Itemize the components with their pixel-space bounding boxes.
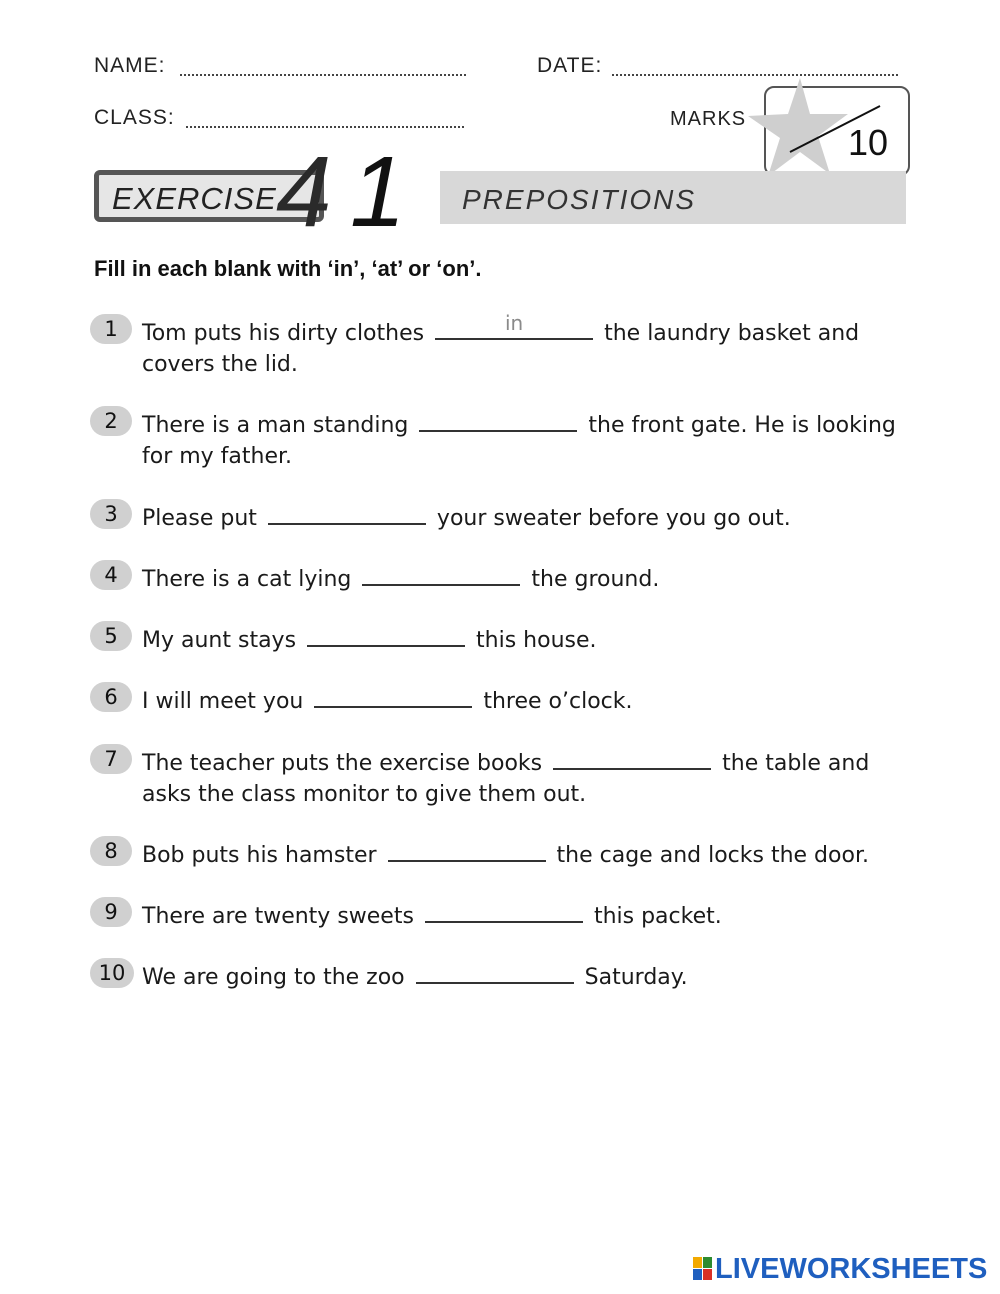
name-label: NAME: — [94, 54, 166, 77]
question-text-after: this house. — [476, 628, 597, 653]
question-text-before: There is a cat lying — [142, 567, 352, 592]
liveworksheets-logo-text: LIVEWORKSHEETS — [715, 1253, 988, 1285]
question-text — [142, 560, 912, 595]
question-text-before: Tom puts his dirty clothes — [142, 321, 425, 346]
answer-blank[interactable] — [435, 311, 593, 340]
question-number: 7 — [90, 744, 132, 774]
marks-label: MARKS — [670, 108, 747, 130]
question-text — [142, 499, 912, 534]
question-text-before: Please put — [142, 506, 257, 531]
question-text-after: Saturday. — [584, 965, 688, 990]
exercise-number-digit-1: 4 — [276, 136, 332, 248]
answer-blank[interactable] — [425, 897, 583, 923]
question-text — [142, 621, 912, 656]
class-label: CLASS: — [94, 106, 175, 129]
question-text-before: The teacher puts the exercise books — [142, 751, 543, 776]
question-number: 2 — [90, 406, 132, 436]
marks-total: 10 — [848, 122, 889, 163]
answer-blank[interactable] — [307, 621, 465, 647]
question-number: 6 — [90, 682, 132, 712]
answer-blank[interactable] — [314, 682, 472, 708]
date-field[interactable] — [612, 74, 898, 76]
question-number: 5 — [90, 621, 132, 651]
question-text-after: the front gate. He is looking for my father. — [142, 413, 896, 469]
question-number: 1 — [90, 314, 132, 344]
answer-blank[interactable] — [416, 958, 574, 984]
question-text — [142, 406, 912, 472]
question-text — [142, 311, 912, 380]
question-text-after: the laundry basket and covers the lid. — [142, 321, 860, 377]
question-text-before: There are twenty sweets — [142, 904, 414, 929]
answer-blank[interactable] — [419, 406, 577, 432]
question-text-after: three o’clock. — [483, 689, 633, 714]
answer-blank[interactable] — [388, 836, 546, 862]
class-field[interactable] — [186, 126, 464, 128]
question-text — [142, 836, 912, 871]
topic-title: PREPOSITIONS — [462, 184, 697, 215]
exercise-word: EXERCISE — [112, 181, 277, 216]
question-text-after: the cage and locks the door. — [556, 843, 869, 868]
answer-blank[interactable] — [268, 499, 426, 525]
question-number: 9 — [90, 897, 132, 927]
question-text — [142, 958, 912, 993]
question-text-before: I will meet you — [142, 689, 304, 714]
question-text — [142, 897, 912, 932]
question-text-before: There is a man standing — [142, 413, 409, 438]
question-text-after: the table and asks the class monitor to give them out. — [142, 751, 870, 807]
question-text-before: My aunt stays — [142, 628, 297, 653]
question-text — [142, 682, 912, 717]
question-number: 8 — [90, 836, 132, 866]
question-text — [142, 744, 912, 810]
question-text-after: your sweater before you go out. — [436, 506, 791, 531]
question-text-before: Bob puts his hamster — [142, 843, 377, 868]
question-number: 4 — [90, 560, 132, 590]
answer-value: in — [504, 311, 524, 335]
liveworksheets-logo-icon — [693, 1257, 713, 1281]
name-field[interactable] — [180, 74, 466, 76]
answer-blank[interactable] — [362, 560, 520, 586]
question-text-after: this packet. — [593, 904, 722, 929]
question-number: 3 — [90, 499, 132, 529]
question-text-before: We are going to the zoo — [142, 965, 405, 990]
date-label: DATE: — [537, 54, 603, 77]
question-number: 10 — [90, 958, 134, 988]
answer-blank[interactable] — [553, 744, 711, 770]
instruction: Fill in each blank with ‘in’, ‘at’ or ‘on’. — [94, 256, 482, 281]
question-text-after: the ground. — [531, 567, 660, 592]
exercise-number-digit-2: 1 — [350, 136, 406, 248]
